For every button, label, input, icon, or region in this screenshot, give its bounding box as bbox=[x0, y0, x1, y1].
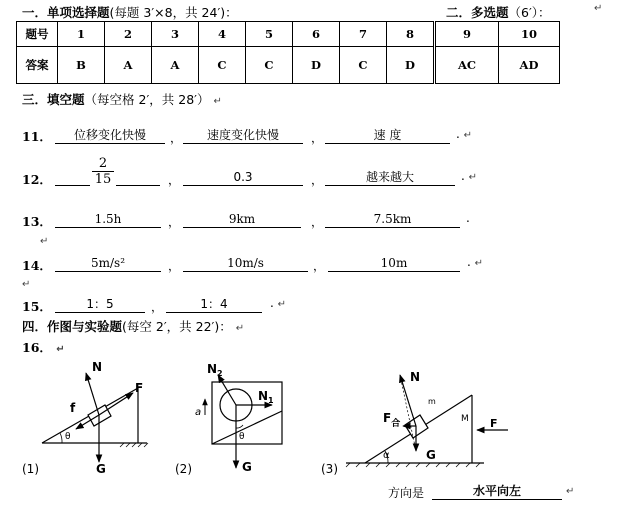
separator-comma: ， bbox=[311, 215, 324, 229]
q12-blank-right bbox=[116, 169, 160, 186]
table-cell-q: 2 bbox=[105, 22, 152, 47]
q15-number: 15． bbox=[22, 299, 52, 314]
direction-answer: 水平向左 bbox=[432, 483, 562, 500]
section2-header bbox=[446, 3, 551, 21]
q13-answer-1: 1.5h bbox=[55, 211, 161, 228]
fig2-N2-label: $N_2$ bbox=[207, 362, 223, 378]
q12-answer-2: 0.3 bbox=[183, 169, 303, 186]
return-mark: ↵ bbox=[22, 279, 31, 290]
separator-comma: ， bbox=[168, 215, 181, 229]
q11-answer-2: 速度变化快慢 bbox=[183, 127, 303, 144]
table-cell-a: A bbox=[105, 47, 152, 84]
table-cell-a: A bbox=[152, 47, 199, 84]
fig3-G-label: G bbox=[426, 448, 436, 462]
q12-number: 12． bbox=[22, 172, 52, 187]
q16-number: 16． ↵ bbox=[22, 340, 65, 355]
q13-number: 13． bbox=[22, 214, 52, 229]
q13-answer-3: 7.5km bbox=[325, 211, 460, 228]
separator-period: . ↵ bbox=[461, 169, 478, 183]
return-mark: ↵ bbox=[594, 3, 603, 14]
return-mark: ↵ bbox=[40, 236, 49, 247]
fig1-f-label: f bbox=[70, 401, 76, 415]
fig3-alpha-label: α bbox=[383, 450, 390, 461]
figure-1 bbox=[22, 360, 148, 476]
fig3-m-label: m bbox=[428, 397, 436, 406]
section3-header: 三．填空题（每空格 2′，共 28′） ↵ bbox=[22, 92, 222, 107]
section1-header bbox=[22, 3, 238, 21]
fig1-F-label: F bbox=[135, 381, 144, 395]
q14-answer-2: 10m/s bbox=[183, 255, 308, 272]
q11-answer-1: 位移变化快慢 bbox=[55, 127, 165, 144]
fig2-theta-label: θ bbox=[239, 432, 245, 442]
fig1-G-label: G bbox=[96, 462, 106, 476]
fig3-caption: (3) bbox=[321, 462, 338, 476]
fig3-N-label: N bbox=[410, 370, 421, 384]
separator-comma: ， bbox=[313, 259, 326, 273]
table-cell-a: D bbox=[387, 47, 435, 84]
table-cell-q: 9 bbox=[435, 22, 499, 47]
fig3-hatching bbox=[346, 463, 480, 467]
fig3-F-label: F bbox=[490, 417, 498, 430]
table-cell-q: 6 bbox=[293, 22, 340, 47]
figure-3 bbox=[321, 370, 508, 476]
table-cell-a: C bbox=[199, 47, 246, 84]
table-header-label: 题号 bbox=[17, 22, 58, 47]
table-cell-a: D bbox=[293, 47, 340, 84]
section1-note: (每题 3′×8，共 24′)： bbox=[109, 5, 238, 20]
fig1-angle-arc bbox=[60, 433, 62, 443]
table-cell-q: 4 bbox=[199, 22, 246, 47]
table-cell-q: 1 bbox=[58, 22, 105, 47]
section3-note: （每空格 2′，共 28′） bbox=[84, 92, 210, 107]
table-cell-q: 10 bbox=[499, 22, 560, 47]
fig3-M-label: M bbox=[461, 414, 469, 424]
q15-answer-2: 1：4 bbox=[166, 296, 262, 313]
table-cell-q: 5 bbox=[246, 22, 293, 47]
fig1-normal-arrow bbox=[86, 373, 99, 415]
fig2-G-label: G bbox=[242, 460, 252, 474]
table-cell-a: AC bbox=[435, 47, 499, 84]
section2-note: （6′）： bbox=[508, 5, 551, 20]
fig1-N-label: N bbox=[92, 360, 103, 374]
q11-number: 11． bbox=[22, 129, 52, 144]
separator-comma: ， bbox=[311, 131, 324, 145]
q14-number: 14． bbox=[22, 258, 52, 273]
section4-header: 四．作图与实验题(每空 2′，共 22′)： ↵ bbox=[22, 319, 245, 334]
section4-title: 四．作图与实验题 bbox=[22, 319, 123, 334]
separator-period: . ↵ bbox=[270, 296, 287, 310]
q12-denominator: 15 bbox=[92, 171, 114, 187]
section4-note: (每空 2′，共 22′)： bbox=[122, 319, 232, 334]
table-cell-a: C bbox=[340, 47, 387, 84]
fig2-a-label: a bbox=[195, 407, 202, 418]
fig3-Fhe-label: $F_合$ bbox=[383, 411, 401, 429]
separator-comma: ， bbox=[168, 173, 181, 187]
q12-blank-left bbox=[55, 169, 90, 186]
table-cell-q: 3 bbox=[152, 22, 199, 47]
q11-answer-3: 速 度 bbox=[325, 127, 450, 144]
separator-period: . bbox=[466, 211, 470, 225]
table-cell-a: AD bbox=[499, 47, 560, 84]
fig2-caption: (2) bbox=[175, 462, 192, 476]
table-cell-q: 7 bbox=[340, 22, 387, 47]
table-cell-a: B bbox=[58, 47, 105, 84]
fig1-caption: (1) bbox=[22, 462, 39, 476]
table-row-questions bbox=[17, 22, 560, 47]
return-mark: ↵ bbox=[566, 486, 575, 497]
separator-period: . ↵ bbox=[467, 255, 484, 269]
table-cell-q: 8 bbox=[387, 22, 435, 47]
fig2-N1-label: $N_1$ bbox=[258, 389, 274, 405]
q12-fraction bbox=[92, 156, 114, 187]
separator-period: . ↵ bbox=[456, 127, 473, 141]
fig1-theta-label: θ bbox=[65, 432, 71, 442]
q12-answer-3: 越来越大 bbox=[325, 169, 455, 186]
section2-title: 二．多选题 bbox=[446, 5, 509, 20]
separator-comma: ， bbox=[168, 259, 181, 273]
figure-2 bbox=[175, 362, 282, 476]
section3-title: 三．填空题 bbox=[22, 92, 85, 107]
table-answer-label: 答案 bbox=[17, 47, 58, 84]
separator-comma: ， bbox=[151, 300, 164, 314]
q14-answer-3: 10m bbox=[328, 255, 460, 272]
section1-title: 一．单项选择题 bbox=[22, 5, 110, 20]
fig2-angle-arc bbox=[236, 425, 243, 428]
q14-answer-1: 5m/s² bbox=[55, 255, 161, 272]
q15-answer-1: 1：5 bbox=[55, 296, 145, 313]
table-row-answers bbox=[17, 47, 560, 84]
table-cell-a: C bbox=[246, 47, 293, 84]
fig1-hatching bbox=[120, 443, 148, 447]
separator-comma: ， bbox=[170, 131, 183, 145]
q12-numerator: 2 bbox=[98, 156, 108, 171]
q13-answer-2: 9km bbox=[183, 211, 301, 228]
answer-table bbox=[16, 21, 560, 84]
direction-label: 方向是 bbox=[388, 486, 425, 500]
separator-comma: ， bbox=[311, 173, 324, 187]
fig1-force-arrow bbox=[99, 393, 133, 415]
